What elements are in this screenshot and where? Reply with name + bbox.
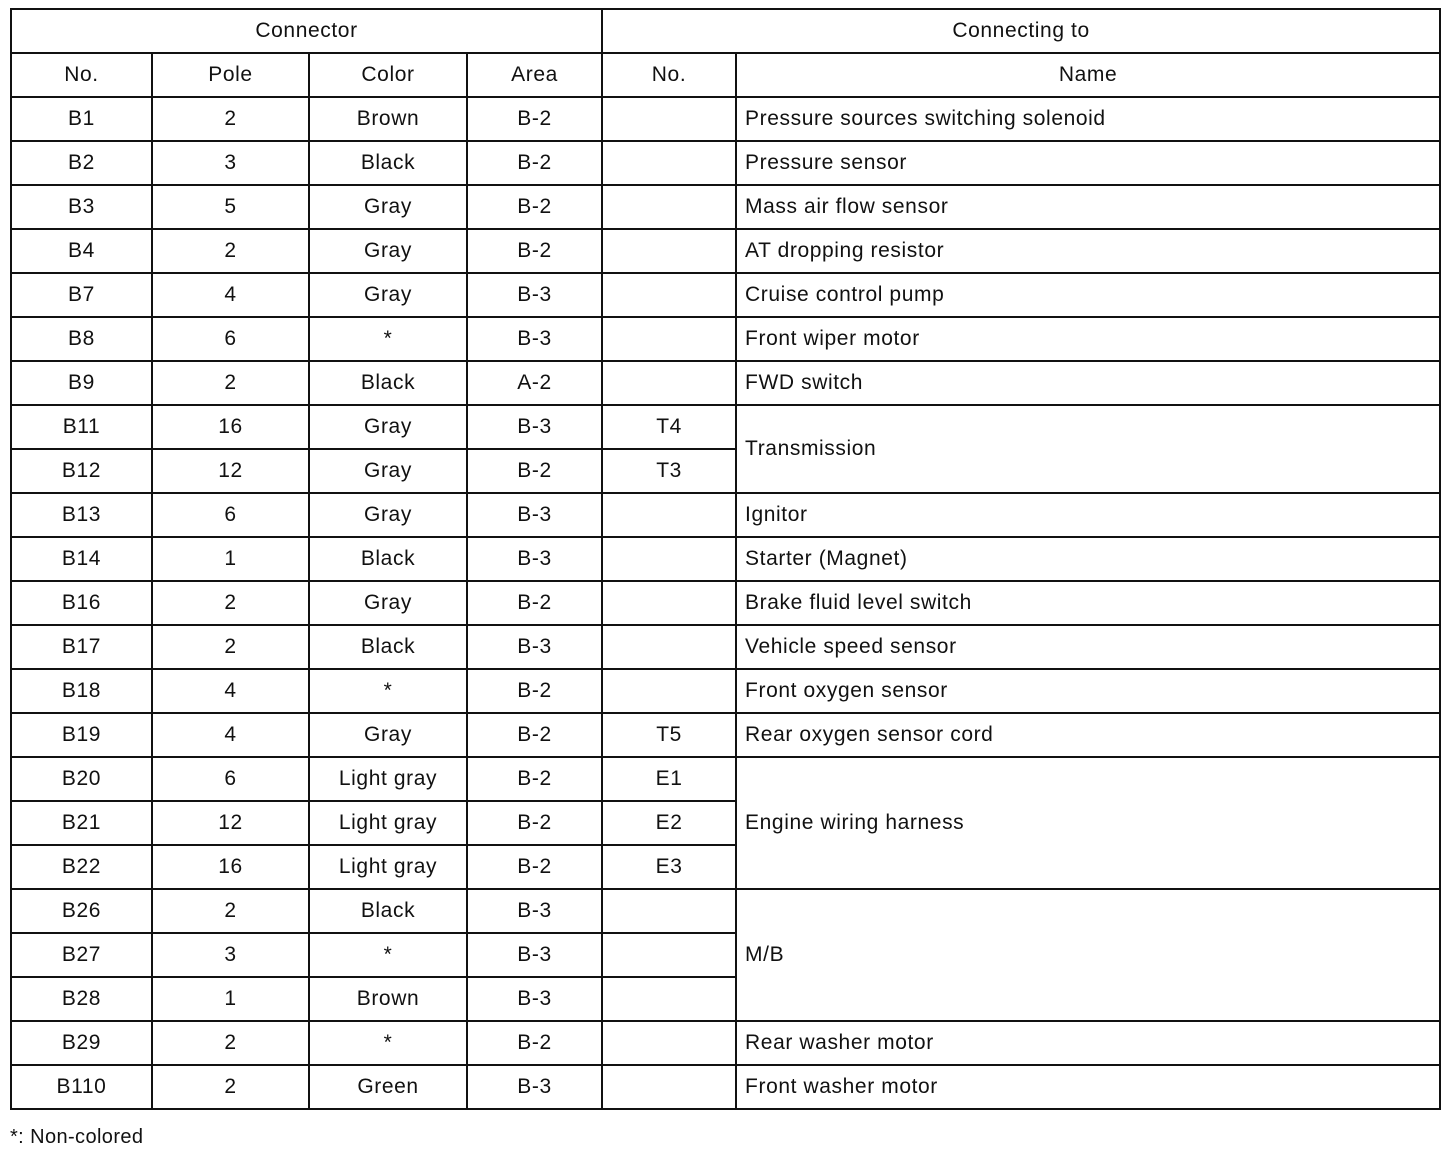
cell-color: Brown — [309, 977, 467, 1021]
group-header-row — [11, 9, 1440, 53]
cell-pole: 2 — [152, 1021, 309, 1065]
column-header-row — [11, 53, 1440, 97]
cell-pole: 2 — [152, 889, 309, 933]
cell-area: B-3 — [467, 273, 602, 317]
cell-connecting-no — [602, 493, 736, 537]
cell-area: B-2 — [467, 713, 602, 757]
cell-connecting-name: AT dropping resistor — [736, 229, 1440, 273]
cell-pole: 3 — [152, 933, 309, 977]
cell-pole: 2 — [152, 97, 309, 141]
col-header-to-no: No. — [602, 53, 736, 97]
cell-color: * — [309, 1021, 467, 1065]
cell-connecting-no — [602, 581, 736, 625]
cell-connector-no: B22 — [11, 845, 152, 889]
cell-area: B-3 — [467, 317, 602, 361]
table-row — [11, 581, 1440, 625]
cell-connecting-name: Pressure sources switching solenoid — [736, 97, 1440, 141]
cell-connector-no: B8 — [11, 317, 152, 361]
cell-area: A-2 — [467, 361, 602, 405]
cell-connector-no: B3 — [11, 185, 152, 229]
cell-connecting-name: Front wiper motor — [736, 317, 1440, 361]
cell-connecting-no: T4 — [602, 405, 736, 449]
cell-color: Light gray — [309, 845, 467, 889]
cell-connecting-no: T5 — [602, 713, 736, 757]
cell-color: * — [309, 317, 467, 361]
cell-area: B-2 — [467, 1021, 602, 1065]
col-header-color: Color — [309, 53, 467, 97]
table-row — [11, 97, 1440, 141]
table-row — [11, 317, 1440, 361]
cell-connector-no: B18 — [11, 669, 152, 713]
cell-connecting-name: Mass air flow sensor — [736, 185, 1440, 229]
cell-connector-no: B29 — [11, 1021, 152, 1065]
cell-connector-no: B110 — [11, 1065, 152, 1109]
cell-connecting-no: E1 — [602, 757, 736, 801]
cell-connector-no: B1 — [11, 97, 152, 141]
cell-connecting-name: Cruise control pump — [736, 273, 1440, 317]
cell-pole: 12 — [152, 449, 309, 493]
cell-connecting-name: Transmission — [736, 405, 1440, 493]
cell-connecting-no — [602, 97, 736, 141]
cell-pole: 6 — [152, 757, 309, 801]
cell-pole: 4 — [152, 273, 309, 317]
table-row — [11, 229, 1440, 273]
cell-color: Light gray — [309, 801, 467, 845]
cell-color: Black — [309, 361, 467, 405]
cell-color: Brown — [309, 97, 467, 141]
cell-area: B-2 — [467, 229, 602, 273]
cell-connecting-name: Pressure sensor — [736, 141, 1440, 185]
cell-connecting-no — [602, 361, 736, 405]
cell-area: B-3 — [467, 405, 602, 449]
cell-pole: 12 — [152, 801, 309, 845]
cell-connecting-name: Front oxygen sensor — [736, 669, 1440, 713]
cell-connector-no: B12 — [11, 449, 152, 493]
cell-connecting-name: Rear oxygen sensor cord — [736, 713, 1440, 757]
cell-color: * — [309, 669, 467, 713]
table-row — [11, 669, 1440, 713]
cell-connector-no: B2 — [11, 141, 152, 185]
cell-pole: 5 — [152, 185, 309, 229]
cell-area: B-2 — [467, 757, 602, 801]
cell-connecting-no: E2 — [602, 801, 736, 845]
cell-area: B-2 — [467, 97, 602, 141]
cell-area: B-2 — [467, 669, 602, 713]
cell-pole: 2 — [152, 229, 309, 273]
cell-connecting-name: Rear washer motor — [736, 1021, 1440, 1065]
cell-color: Black — [309, 625, 467, 669]
cell-color: Gray — [309, 185, 467, 229]
cell-color: Black — [309, 537, 467, 581]
table-row — [11, 493, 1440, 537]
cell-connecting-name: Vehicle speed sensor — [736, 625, 1440, 669]
footnote: *: Non-colored — [10, 1126, 144, 1148]
table-row — [11, 273, 1440, 317]
cell-connecting-name: Brake fluid level switch — [736, 581, 1440, 625]
connector-document — [10, 8, 1439, 1110]
cell-connecting-name: Ignitor — [736, 493, 1440, 537]
cell-connector-no: B28 — [11, 977, 152, 1021]
cell-pole: 16 — [152, 405, 309, 449]
table-row — [11, 757, 1440, 801]
cell-connecting-no — [602, 977, 736, 1021]
cell-pole: 2 — [152, 361, 309, 405]
table-row — [11, 713, 1440, 757]
table-row — [11, 405, 1440, 449]
table-row — [11, 889, 1440, 933]
cell-connecting-name: Front washer motor — [736, 1065, 1440, 1109]
cell-connecting-no — [602, 229, 736, 273]
cell-area: B-3 — [467, 933, 602, 977]
cell-area: B-2 — [467, 449, 602, 493]
cell-pole: 2 — [152, 581, 309, 625]
cell-connecting-name: FWD switch — [736, 361, 1440, 405]
cell-pole: 16 — [152, 845, 309, 889]
cell-connecting-name: Engine wiring harness — [736, 757, 1440, 889]
table-row — [11, 361, 1440, 405]
cell-area: B-3 — [467, 977, 602, 1021]
cell-color: Gray — [309, 405, 467, 449]
connector-group-header: Connector — [11, 9, 602, 53]
cell-area: B-2 — [467, 141, 602, 185]
cell-pole: 6 — [152, 317, 309, 361]
cell-area: B-3 — [467, 493, 602, 537]
cell-connecting-no — [602, 273, 736, 317]
cell-area: B-3 — [467, 1065, 602, 1109]
cell-connector-no: B7 — [11, 273, 152, 317]
cell-color: Black — [309, 141, 467, 185]
cell-pole: 1 — [152, 977, 309, 1021]
table-row — [11, 185, 1440, 229]
cell-color: Gray — [309, 229, 467, 273]
cell-color: Gray — [309, 449, 467, 493]
cell-connector-no: B11 — [11, 405, 152, 449]
cell-color: Gray — [309, 581, 467, 625]
cell-pole: 3 — [152, 141, 309, 185]
cell-color: Gray — [309, 273, 467, 317]
connector-table — [10, 8, 1441, 1110]
cell-area: B-3 — [467, 625, 602, 669]
cell-connecting-no — [602, 625, 736, 669]
cell-connector-no: B4 — [11, 229, 152, 273]
cell-connector-no: B27 — [11, 933, 152, 977]
cell-area: B-2 — [467, 581, 602, 625]
cell-connecting-no: E3 — [602, 845, 736, 889]
table-row — [11, 1065, 1440, 1109]
cell-pole: 2 — [152, 625, 309, 669]
cell-color: Light gray — [309, 757, 467, 801]
connecting-to-group-header: Connecting to — [602, 9, 1440, 53]
cell-connecting-no — [602, 317, 736, 361]
cell-connecting-name: M/B — [736, 889, 1440, 1021]
cell-area: B-2 — [467, 801, 602, 845]
cell-connector-no: B9 — [11, 361, 152, 405]
cell-pole: 4 — [152, 713, 309, 757]
cell-connector-no: B20 — [11, 757, 152, 801]
table-row — [11, 1021, 1440, 1065]
cell-connecting-name: Starter (Magnet) — [736, 537, 1440, 581]
table-row — [11, 141, 1440, 185]
cell-color: Gray — [309, 493, 467, 537]
cell-connector-no: B13 — [11, 493, 152, 537]
connector-table-body — [11, 97, 1440, 1109]
cell-connector-no: B26 — [11, 889, 152, 933]
col-header-area: Area — [467, 53, 602, 97]
cell-pole: 6 — [152, 493, 309, 537]
cell-color: Green — [309, 1065, 467, 1109]
cell-connecting-no — [602, 933, 736, 977]
cell-pole: 4 — [152, 669, 309, 713]
col-header-name: Name — [736, 53, 1440, 97]
cell-pole: 2 — [152, 1065, 309, 1109]
cell-color: Black — [309, 889, 467, 933]
table-row — [11, 625, 1440, 669]
cell-area: B-2 — [467, 845, 602, 889]
cell-connecting-no — [602, 185, 736, 229]
cell-connecting-no — [602, 537, 736, 581]
col-header-no: No. — [11, 53, 152, 97]
cell-pole: 1 — [152, 537, 309, 581]
cell-color: * — [309, 933, 467, 977]
cell-area: B-2 — [467, 185, 602, 229]
cell-color: Gray — [309, 713, 467, 757]
cell-area: B-3 — [467, 537, 602, 581]
cell-connecting-no — [602, 141, 736, 185]
cell-connecting-no: T3 — [602, 449, 736, 493]
cell-connector-no: B19 — [11, 713, 152, 757]
cell-connector-no: B16 — [11, 581, 152, 625]
table-row — [11, 537, 1440, 581]
cell-connecting-no — [602, 669, 736, 713]
col-header-pole: Pole — [152, 53, 309, 97]
cell-connector-no: B17 — [11, 625, 152, 669]
cell-connector-no: B21 — [11, 801, 152, 845]
cell-area: B-3 — [467, 889, 602, 933]
cell-connecting-no — [602, 1021, 736, 1065]
cell-connecting-no — [602, 1065, 736, 1109]
cell-connecting-no — [602, 889, 736, 933]
cell-connector-no: B14 — [11, 537, 152, 581]
